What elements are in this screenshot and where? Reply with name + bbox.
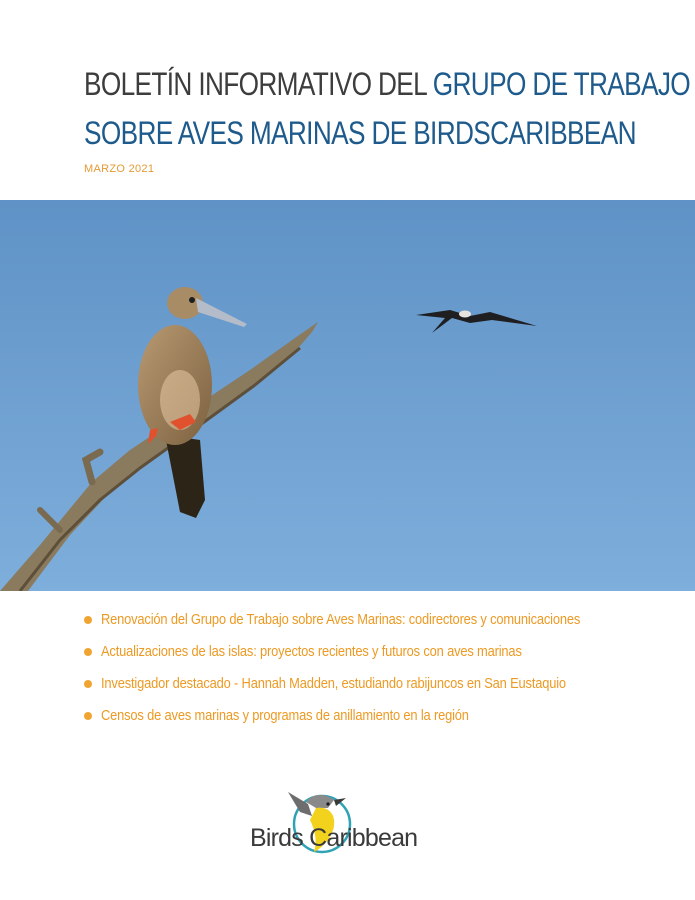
- birdscaribbean-logo: [250, 782, 450, 862]
- list-item-text: Renovación del Grupo de Trabajo sobre Aves Marinas: codirectores y comunicaciones: [101, 611, 581, 628]
- list-item-text: Actualizaciones de las islas: proyectos recientes y futuros con aves marinas: [101, 643, 522, 660]
- newsletter-title: [84, 60, 691, 158]
- bullet-dot-icon: [84, 648, 92, 656]
- logo-word-birds: Birds: [250, 824, 303, 852]
- list-item: [84, 704, 684, 736]
- list-item-text: Investigador destacado - Hannah Madden, estudiando rabijuncos en San Eustaquio: [101, 675, 566, 692]
- title-blue-part-1: GRUPO DE TRABAJO: [432, 66, 691, 102]
- list-item: [84, 608, 684, 640]
- sky-background: [0, 200, 695, 591]
- bullet-dot-icon: [84, 680, 92, 688]
- highlights-list: [84, 608, 684, 736]
- title-dark-part: BOLETÍN INFORMATIVO DEL: [84, 66, 433, 102]
- title-line-1: [84, 60, 691, 109]
- logo-wordmark: [250, 824, 417, 853]
- list-item: [84, 640, 684, 672]
- list-item-text: Censos de aves marinas y programas de anillamiento en la región: [101, 707, 469, 724]
- bullet-dot-icon: [84, 712, 92, 720]
- cover-photo: [0, 200, 695, 591]
- issue-date: MARZO 2021: [84, 163, 155, 175]
- logo-word-caribbean: Caribbean: [309, 824, 418, 852]
- title-blue-part-2: SOBRE AVES MARINAS DE BIRDSCARIBBEAN: [84, 115, 636, 151]
- list-item: [84, 672, 684, 704]
- bullet-dot-icon: [84, 616, 92, 624]
